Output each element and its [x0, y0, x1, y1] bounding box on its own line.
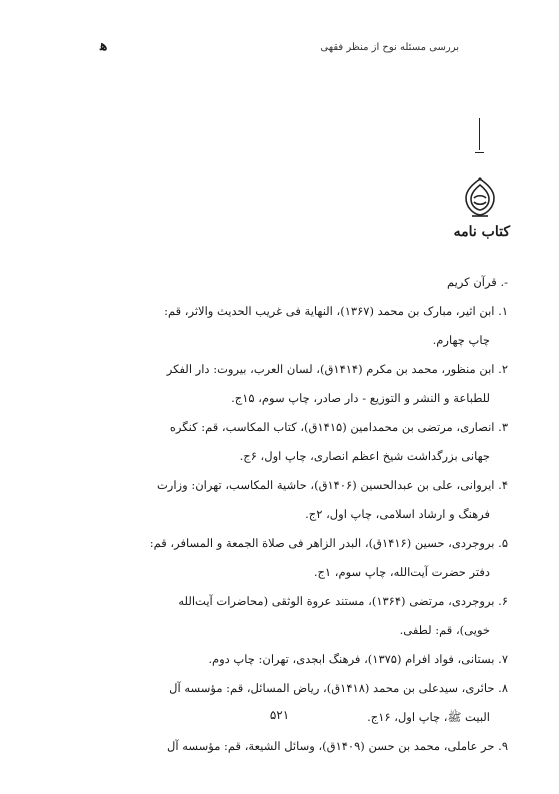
reference-item	[100, 645, 508, 674]
reference-line: ۲. ابن منظور، محمد بن مکرم (۱۴۱۴ق)، لسان العرب، بیروت: دار الفکر	[166, 362, 508, 376]
reference-item	[100, 297, 508, 355]
reference-continuation: البیت ﷺ، چاپ اول، ۱۶ج.	[367, 710, 490, 724]
reference-continuation: فرهنگ و ارشاد اسلامی، چاپ اول، ۲ج.	[305, 507, 490, 521]
reference-item	[100, 355, 508, 413]
emblem-icon	[460, 176, 500, 218]
reference-item	[100, 413, 508, 471]
reference-item	[100, 674, 508, 732]
reference-line: ۵. بروجردی، حسین (۱۴۱۶ق)، البدر الزاهر فی صلاة الجمعة و المسافر، قم:	[149, 536, 508, 550]
reference-continuation: خویی)، قم: لطفی.	[399, 623, 490, 637]
reference-line: ۸. حائری، سیدعلی بن محمد (۱۴۱۸ق)، ریاض المسائل، قم: مؤسسه آل	[169, 681, 508, 695]
reference-line: ۶. بروجردی، مرتضی (۱۳۶۴)، مستند عروة الوثقی (محاضرات آیت‌الله	[178, 594, 508, 608]
reference-line: ۴. ایروانی، علی بن عبدالحسین (۱۴۰۶ق)، حاشیة المکاسب، تهران: وزارت	[156, 478, 508, 492]
section-title: کتاب نامه	[453, 224, 510, 240]
reference-item	[100, 471, 508, 529]
reference-continuation: جهانی بزرگداشت شیخ اعظم انصاری، چاپ اول، ۶ج.	[239, 449, 490, 463]
reference-continuation: چاپ چهارم.	[432, 333, 490, 347]
reference-item	[100, 268, 508, 297]
reference-list	[100, 268, 508, 761]
reference-line: ۳. انصاری، مرتضی بن محمدامین (۱۴۱۵ق)، کتاب المکاسب، قم: کنگره	[169, 420, 508, 434]
page-mark: ﻫ	[100, 38, 108, 54]
page-header	[100, 38, 459, 58]
reference-line: -. قرآن کریم	[446, 275, 508, 289]
reference-item	[100, 529, 508, 587]
reference-line: ۷. بستانی، فواد افرام (۱۳۷۵)، فرهنگ ابجدی، تهران: چاپ دوم.	[208, 652, 508, 666]
reference-continuation: دفتر حضرت آیت‌الله، چاپ سوم، ۱ج.	[313, 565, 490, 579]
ornament-line	[479, 118, 480, 150]
running-head: بررسی مسئله نوح از منظر فقهی	[320, 42, 459, 53]
ornament-tick	[475, 152, 484, 153]
page-number: ۵۲۱	[269, 708, 290, 722]
reference-item	[100, 732, 508, 761]
reference-line: ۱. ابن اثیر، مبارک بن محمد (۱۳۶۷)، النهایة فی غریب الحدیث والاثر، قم:	[164, 304, 508, 318]
reference-line: ۹. حر عاملی، محمد بن حسن (۱۴۰۹ق)، وسائل الشیعة، قم: مؤسسه آل	[166, 739, 508, 753]
reference-item	[100, 587, 508, 645]
reference-continuation: للطباعة و النشر و التوزیع - دار صادر، چاپ سوم، ۱۵ج.	[231, 391, 490, 405]
